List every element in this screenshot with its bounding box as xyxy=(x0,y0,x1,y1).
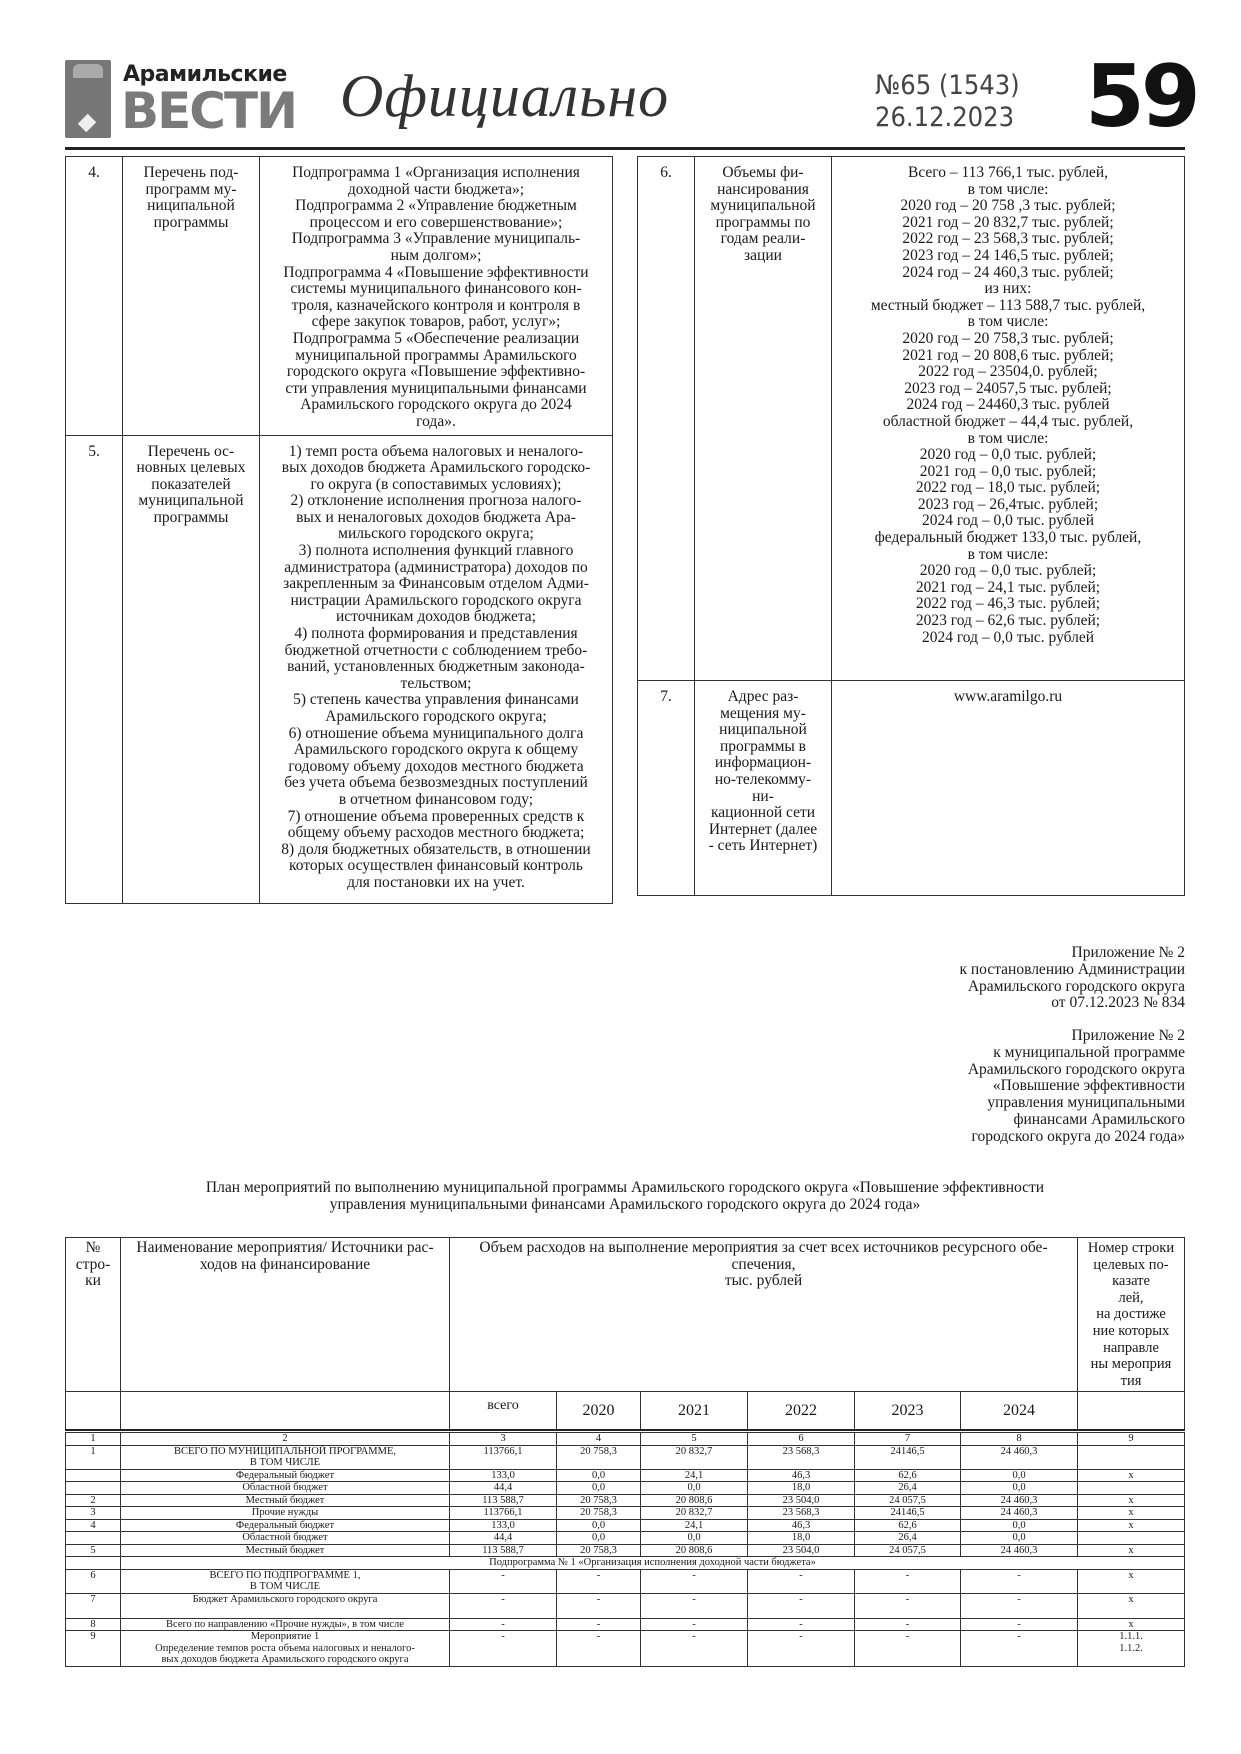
row-number xyxy=(66,1469,121,1482)
target-rows: x xyxy=(1078,1507,1185,1520)
issue-number: №65 (1543) xyxy=(875,70,1020,101)
subprogram-row xyxy=(66,1557,1185,1570)
year-2020: 20 758,3 xyxy=(557,1445,641,1469)
header-years-row xyxy=(66,1392,1185,1431)
row-number: 3 xyxy=(66,1507,121,1520)
target-rows xyxy=(1078,1482,1185,1495)
empty-cell xyxy=(1078,1392,1185,1431)
year-2022: 6 xyxy=(748,1433,855,1446)
row-label: Объемы фи- нансирования муниципальной программы по годам реали- зации xyxy=(695,157,832,681)
total: - xyxy=(450,1569,557,1593)
plan-table-body xyxy=(65,1432,1185,1667)
year-2021: 20 832,7 xyxy=(641,1507,748,1520)
empty-cell xyxy=(66,1392,121,1431)
item-name: ВСЕГО ПО ПОДПРОГРАММЕ 1, В ТОМ ЧИСЛЕ xyxy=(121,1569,450,1593)
total: 113 588,7 xyxy=(450,1544,557,1557)
item-name: Федеральный бюджет xyxy=(121,1469,450,1482)
row-number: 4 xyxy=(66,1519,121,1532)
page-number: 59 xyxy=(1085,47,1197,147)
empty-cell xyxy=(66,1557,121,1570)
logo-text-main: ВЕСТИ xyxy=(121,82,296,140)
year-2022: 23 568,3 xyxy=(748,1507,855,1520)
item-name: Федеральный бюджет xyxy=(121,1519,450,1532)
year-2020: 0,0 xyxy=(557,1519,641,1532)
year-2024: - xyxy=(961,1631,1078,1667)
target-rows: x xyxy=(1078,1519,1185,1532)
item-name: Областной бюджет xyxy=(121,1482,450,1495)
row-number: 4. xyxy=(66,157,123,436)
year-2021: - xyxy=(641,1618,748,1631)
target-rows: 9 xyxy=(1078,1433,1185,1446)
row-number: 5. xyxy=(66,435,123,903)
row-number: 1 xyxy=(66,1445,121,1469)
year-2024: - xyxy=(961,1593,1078,1618)
table-row xyxy=(66,435,613,903)
year-2022: 23 568,3 xyxy=(748,1445,855,1469)
row-number: 8 xyxy=(66,1618,121,1631)
year-2022: 46,3 xyxy=(748,1469,855,1482)
year-2020: - xyxy=(557,1593,641,1618)
subprogram-title: Подпрограмма № 1 «Организация исполнения доходной части бюджета» xyxy=(121,1557,1185,1570)
year-2024: 24 460,3 xyxy=(961,1507,1078,1520)
item-name: Местный бюджет xyxy=(121,1494,450,1507)
col-header-target: Номер строки целевых по- казате лей, на достиже ние которых направле ны мероприя тия xyxy=(1078,1238,1185,1392)
year-2023: 24 057,5 xyxy=(855,1494,961,1507)
col-header-name: Наименование мероприятия/ Источники рас- ходов на финансирование xyxy=(121,1238,450,1392)
table-row xyxy=(66,1494,1185,1507)
target-rows: x xyxy=(1078,1569,1185,1593)
year-2021: - xyxy=(641,1569,748,1593)
year-2023: 62,6 xyxy=(855,1519,961,1532)
total: 133,0 xyxy=(450,1469,557,1482)
year-2020: - xyxy=(557,1618,641,1631)
total: - xyxy=(450,1593,557,1618)
row-number: 6. xyxy=(638,157,695,681)
col-header-volume: Объем расходов на выполнение мероприятия за счет всех источников ресурсного обе- спечения, тыс. рублей xyxy=(450,1238,1078,1392)
target-rows xyxy=(1078,1532,1185,1545)
row-number: 7. xyxy=(638,681,695,896)
row-number: 9 xyxy=(66,1631,121,1667)
table-row xyxy=(66,157,613,436)
year-2020: 20 758,3 xyxy=(557,1544,641,1557)
year-2020: 20 758,3 xyxy=(557,1494,641,1507)
year-2023: 24146,5 xyxy=(855,1507,961,1520)
col-header-number: № стро- ки xyxy=(66,1238,121,1392)
year-2021: - xyxy=(641,1631,748,1667)
row-content: Подпрограмма 1 «Организация исполнения доходной части бюджета»; Подпрограмма 2 «Управление бюджетным процессом и его совершенствование»; Подпрограмма 3 «Управление муниципаль- ным долгом»; Подпрограмма 4 «Повышение эффективности системы муниципального финансового кон- троля, казначейского контроля и контроля в сфере закупок товаров, работ, услуг»; Подпрограмма 5 «Обеспечение реализации муниципальной программы Арамильского городского округа «Повышение эффективно- сти управления муниципальными финансами Арамильского городского округа до 2024 года». xyxy=(260,157,613,436)
year-2020: 0,0 xyxy=(557,1469,641,1482)
table-row xyxy=(66,1519,1185,1532)
year-2024: 0,0 xyxy=(961,1469,1078,1482)
year-2024: 0,0 xyxy=(961,1519,1078,1532)
year-2020: - xyxy=(557,1631,641,1667)
year-2021: 20 832,7 xyxy=(641,1445,748,1469)
issue-info xyxy=(875,70,1020,134)
row-number: 6 xyxy=(66,1569,121,1593)
col-header-year: 2020 xyxy=(557,1392,641,1431)
total: 44,4 xyxy=(450,1532,557,1545)
table-row xyxy=(66,1433,1185,1446)
year-2023: - xyxy=(855,1593,961,1618)
item-name: Всего по направлению «Прочие нужды», в том числе xyxy=(121,1618,450,1631)
year-2021: 24,1 xyxy=(641,1519,748,1532)
year-2021: 20 808,6 xyxy=(641,1494,748,1507)
section-title: Официально xyxy=(340,63,670,129)
year-2020: - xyxy=(557,1569,641,1593)
header-row xyxy=(66,1238,1185,1392)
target-rows: x xyxy=(1078,1469,1185,1482)
year-2022: 18,0 xyxy=(748,1482,855,1495)
year-2024: 8 xyxy=(961,1433,1078,1446)
year-2022: - xyxy=(748,1593,855,1618)
header-divider xyxy=(65,147,1185,150)
row-number: 1 xyxy=(66,1433,121,1446)
row-label: Перечень ос- новных целевых показателей муниципальной программы xyxy=(123,435,260,903)
program-passport-table-left xyxy=(65,156,613,904)
year-2022: 23 504,0 xyxy=(748,1544,855,1557)
row-number xyxy=(66,1532,121,1545)
table-row xyxy=(66,1593,1185,1618)
year-2024: - xyxy=(961,1569,1078,1593)
coat-of-arms-icon xyxy=(65,60,111,138)
year-2022: 46,3 xyxy=(748,1519,855,1532)
item-name: Областной бюджет xyxy=(121,1532,450,1545)
year-2021: 20 808,6 xyxy=(641,1544,748,1557)
year-2021: 0,0 xyxy=(641,1482,748,1495)
table-row xyxy=(638,157,1185,681)
col-header-total: всего xyxy=(450,1392,557,1431)
total: 113766,1 xyxy=(450,1507,557,1520)
plan-table-header xyxy=(65,1237,1185,1431)
year-2022: 18,0 xyxy=(748,1532,855,1545)
logo-text-top: Арамильские xyxy=(123,62,287,87)
col-header-year: 2024 xyxy=(961,1392,1078,1431)
year-2021: - xyxy=(641,1593,748,1618)
table-row xyxy=(66,1569,1185,1593)
row-content: 1) темп роста объема налоговых и неналого- вых доходов бюджета Арамильского городско- го округа (в сопоставимых условиях); 2) отклонение исполнения прогноза налого- вых и неналоговых доходов бюджета Ара- мильского городского округа; 3) полнота исполнения функций главного администратора (администратора) доходов по закрепленным за Финансовым отделом Адми- нистрации Арамильского городского округа источникам доходов бюджета; 4) полнота формирования и представления бюджетной отчетности с соблюдением требо- ваний, установленных бюджетным законода- тельством; 5) степень качества управления финансами Арамильского городского округа; 6) отношение объема муниципального долга Арамильского городского округа к общему годовому объему доходов местного бюджета без учета объема безвозмездных поступлений в отчетном финансовом году; 7) отношение объема проверенных средств к общему объему расходов местного бюджета; 8) доля бюджетных обязательств, в отношении которых осуществлен финансовый контроль для постановки их на учет. xyxy=(260,435,613,903)
year-2022: - xyxy=(748,1569,855,1593)
total: 113766,1 xyxy=(450,1445,557,1469)
table-row xyxy=(66,1469,1185,1482)
year-2024: - xyxy=(961,1618,1078,1631)
item-name: Местный бюджет xyxy=(121,1544,450,1557)
table-row xyxy=(66,1445,1185,1469)
year-2024: 24 460,3 xyxy=(961,1544,1078,1557)
item-name: Бюджет Арамильского городского округа xyxy=(121,1593,450,1618)
table-row xyxy=(66,1631,1185,1667)
row-number: 5 xyxy=(66,1544,121,1557)
year-2022: 23 504,0 xyxy=(748,1494,855,1507)
item-name: Мероприятие 1 Определение темпов роста объема налоговых и неналого- вых доходов бюджета Арамильского городского округа xyxy=(121,1631,450,1667)
target-rows: x xyxy=(1078,1618,1185,1631)
year-2023: 62,6 xyxy=(855,1469,961,1482)
year-2023: 7 xyxy=(855,1433,961,1446)
year-2021: 5 xyxy=(641,1433,748,1446)
target-rows: 1.1.1. 1.1.2. xyxy=(1078,1631,1185,1667)
target-rows: x xyxy=(1078,1544,1185,1557)
total: 3 xyxy=(450,1433,557,1446)
row-number: 7 xyxy=(66,1593,121,1618)
year-2024: 24 460,3 xyxy=(961,1494,1078,1507)
year-2024: 24 460,3 xyxy=(961,1445,1078,1469)
table-row xyxy=(66,1532,1185,1545)
total: 113 588,7 xyxy=(450,1494,557,1507)
year-2020: 0,0 xyxy=(557,1482,641,1495)
year-2020: 20 758,3 xyxy=(557,1507,641,1520)
year-2020: 4 xyxy=(557,1433,641,1446)
target-rows: x xyxy=(1078,1494,1185,1507)
year-2023: - xyxy=(855,1618,961,1631)
row-label: Перечень под- программ му- ниципальной программы xyxy=(123,157,260,436)
target-rows xyxy=(1078,1445,1185,1469)
table-row xyxy=(66,1618,1185,1631)
col-header-year: 2022 xyxy=(748,1392,855,1431)
year-2024: 0,0 xyxy=(961,1532,1078,1545)
year-2021: 24,1 xyxy=(641,1469,748,1482)
empty-cell xyxy=(121,1392,450,1431)
issue-date: 26.12.2023 xyxy=(875,102,1015,133)
program-passport-table-right xyxy=(637,156,1185,896)
year-2023: 26,4 xyxy=(855,1482,961,1495)
target-rows: x xyxy=(1078,1593,1185,1618)
row-content: Всего – 113 766,1 тыс. рублей, в том числе: 2020 год – 20 758 ,3 тыс. рублей; 2021 год – 20 832,7 тыс. рублей; 2022 год – 23 568,3 тыс. рублей; 2023 год – 24 146,5 тыс. рублей; 2024 год – 24 460,3 тыс. рублей; из них: местный бюджет – 113 588,7 тыс. рублей, в том числе: 2020 год – 20 758,3 тыс. рублей; 2021 год – 20 808,6 тыс. рублей; 2022 год – 23504,0. рублей; 2023 год – 24057,5 тыс. рублей; 2024 год – 24460,3 тыс. рублей областной бюджет – 44,4 тыс. рублей, в том числе: 2020 год – 0,0 тыс. рублей; 2021 год – 0,0 тыс. рублей; 2022 год – 18,0 тыс. рублей; 2023 год – 26,4тыс. рублей; 2024 год – 0,0 тыс. рублей федеральный бюджет 133,0 тыс. рублей, в том числе: 2020 год – 0,0 тыс. рублей; 2021 год – 24,1 тыс. рублей; 2022 год – 46,3 тыс. рублей; 2023 год – 62,6 тыс. рублей; 2024 год – 0,0 тыс. рублей xyxy=(832,157,1185,681)
total: 133,0 xyxy=(450,1519,557,1532)
row-number: 2 xyxy=(66,1494,121,1507)
table-row xyxy=(638,681,1185,896)
total: - xyxy=(450,1631,557,1667)
item-name: ВСЕГО ПО МУНИЦИПАЛЬНОЙ ПРОГРАММЕ, В ТОМ ЧИСЛЕ xyxy=(121,1445,450,1469)
item-name: Прочие нужды xyxy=(121,1507,450,1520)
row-content: www.aramilgo.ru xyxy=(832,681,1185,896)
row-label: Адрес раз- мещения му- ниципальной программы в информацион- но-телекомму- ни- кационной сети Интернет (далее - сеть Интернет) xyxy=(695,681,832,896)
table-row xyxy=(66,1507,1185,1520)
table-row xyxy=(66,1544,1185,1557)
year-2023: 24 057,5 xyxy=(855,1544,961,1557)
year-2020: 0,0 xyxy=(557,1532,641,1545)
year-2023: 24146,5 xyxy=(855,1445,961,1469)
total: - xyxy=(450,1618,557,1631)
col-header-year: 2023 xyxy=(855,1392,961,1431)
year-2022: - xyxy=(748,1618,855,1631)
total: 44,4 xyxy=(450,1482,557,1495)
table-row xyxy=(66,1482,1185,1495)
item-name: 2 xyxy=(121,1433,450,1446)
year-2021: 0,0 xyxy=(641,1532,748,1545)
year-2023: - xyxy=(855,1569,961,1593)
year-2023: 26,4 xyxy=(855,1532,961,1545)
row-number xyxy=(66,1482,121,1495)
year-2024: 0,0 xyxy=(961,1482,1078,1495)
newspaper-logo xyxy=(65,60,296,140)
appendix-note-resolution: Приложение № 2 к постановлению Администрации Арамильского городского округа от 07.12.2023 № 834 xyxy=(959,944,1185,1012)
year-2022: - xyxy=(748,1631,855,1667)
year-2023: - xyxy=(855,1631,961,1667)
col-header-year: 2021 xyxy=(641,1392,748,1431)
plan-title: План мероприятий по выполнению муниципальной программы Арамильского городского округа «Повышение эффективности управления муниципальными финансами Арамильского городского округа до 2024 года» xyxy=(205,1179,1045,1213)
appendix-note-program: Приложение № 2 к муниципальной программе Арамильского городского округа «Повышение эффективности управления муниципальными финансами Арамильского городского округа до 2024 года» xyxy=(967,1027,1185,1145)
